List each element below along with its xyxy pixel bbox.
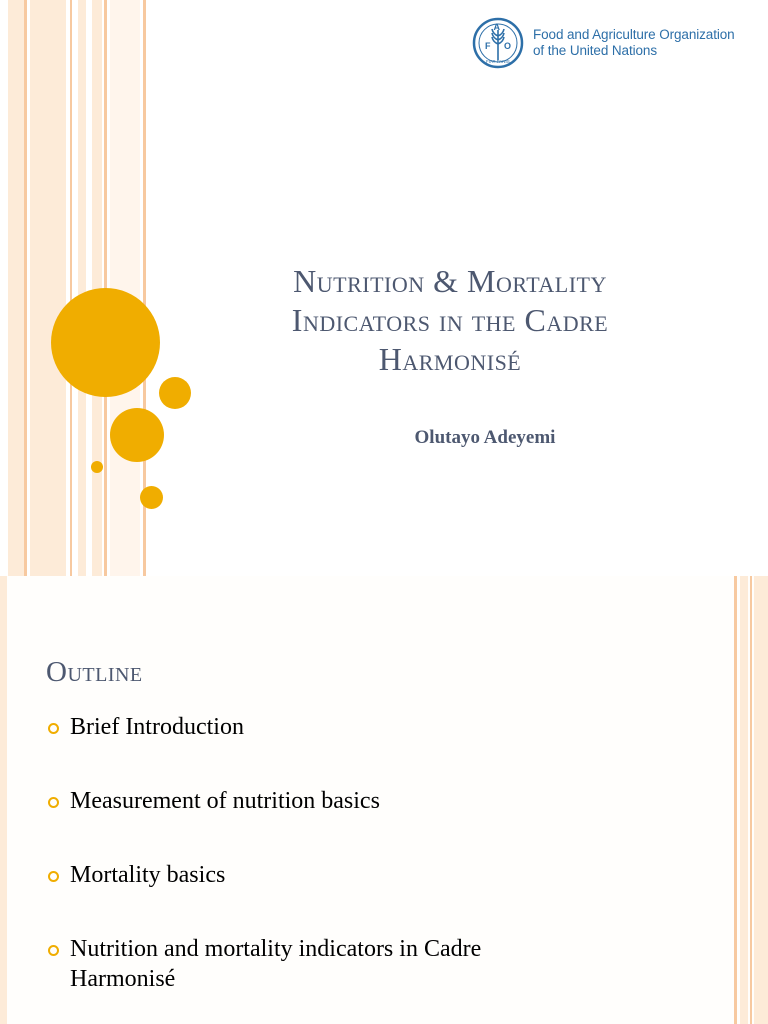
outline-item (46, 786, 726, 816)
bullet-circle-icon (48, 723, 59, 734)
outline-item-text: Mortality basics (70, 862, 226, 888)
decorative-circle-small-2 (140, 486, 163, 509)
fao-name (533, 27, 735, 59)
decorative-circle-medium (110, 408, 164, 462)
slide-title-line3: Harmonisé (378, 341, 522, 377)
outline-item-text: Measurement of nutrition basics (70, 788, 380, 814)
slide-title (230, 262, 670, 379)
svg-text:O: O (504, 41, 512, 51)
fao-logo (472, 16, 735, 70)
decorative-stripes-right (730, 576, 768, 1024)
outline-item (46, 934, 590, 994)
outline-item-text: Nutrition and mortality indicators in Cadre Harmonisé (70, 936, 482, 992)
decorative-stripes (0, 0, 150, 576)
outline-list (46, 712, 726, 994)
bullet-circle-icon (48, 945, 59, 956)
outline-heading: Outline (46, 656, 143, 688)
svg-text:F: F (485, 41, 491, 51)
outline-item (46, 712, 726, 742)
outline-item-text: Brief Introduction (70, 714, 244, 740)
fao-emblem-icon (472, 16, 524, 70)
outline-slide (0, 576, 768, 1024)
slide-title-line2: Indicators in the Cadre (291, 302, 609, 338)
decorative-circle-tiny (91, 461, 103, 473)
author-name: Olutayo Adeyemi (414, 427, 556, 448)
decorative-circle-small (159, 377, 191, 409)
slide-title-line1: Nutrition & Mortality (293, 263, 607, 299)
fao-name-line1: Food and Agriculture Organization (533, 27, 735, 42)
outline-item (46, 860, 726, 890)
decorative-stripe-left (0, 576, 7, 1024)
bullet-circle-icon (48, 871, 59, 882)
svg-text:A: A (493, 22, 500, 32)
svg-text:FIAT PANIS: FIAT PANIS (486, 59, 510, 64)
bullet-circle-icon (48, 797, 59, 808)
decorative-circle-large (51, 288, 160, 397)
fao-name-line2: of the United Nations (533, 43, 657, 58)
